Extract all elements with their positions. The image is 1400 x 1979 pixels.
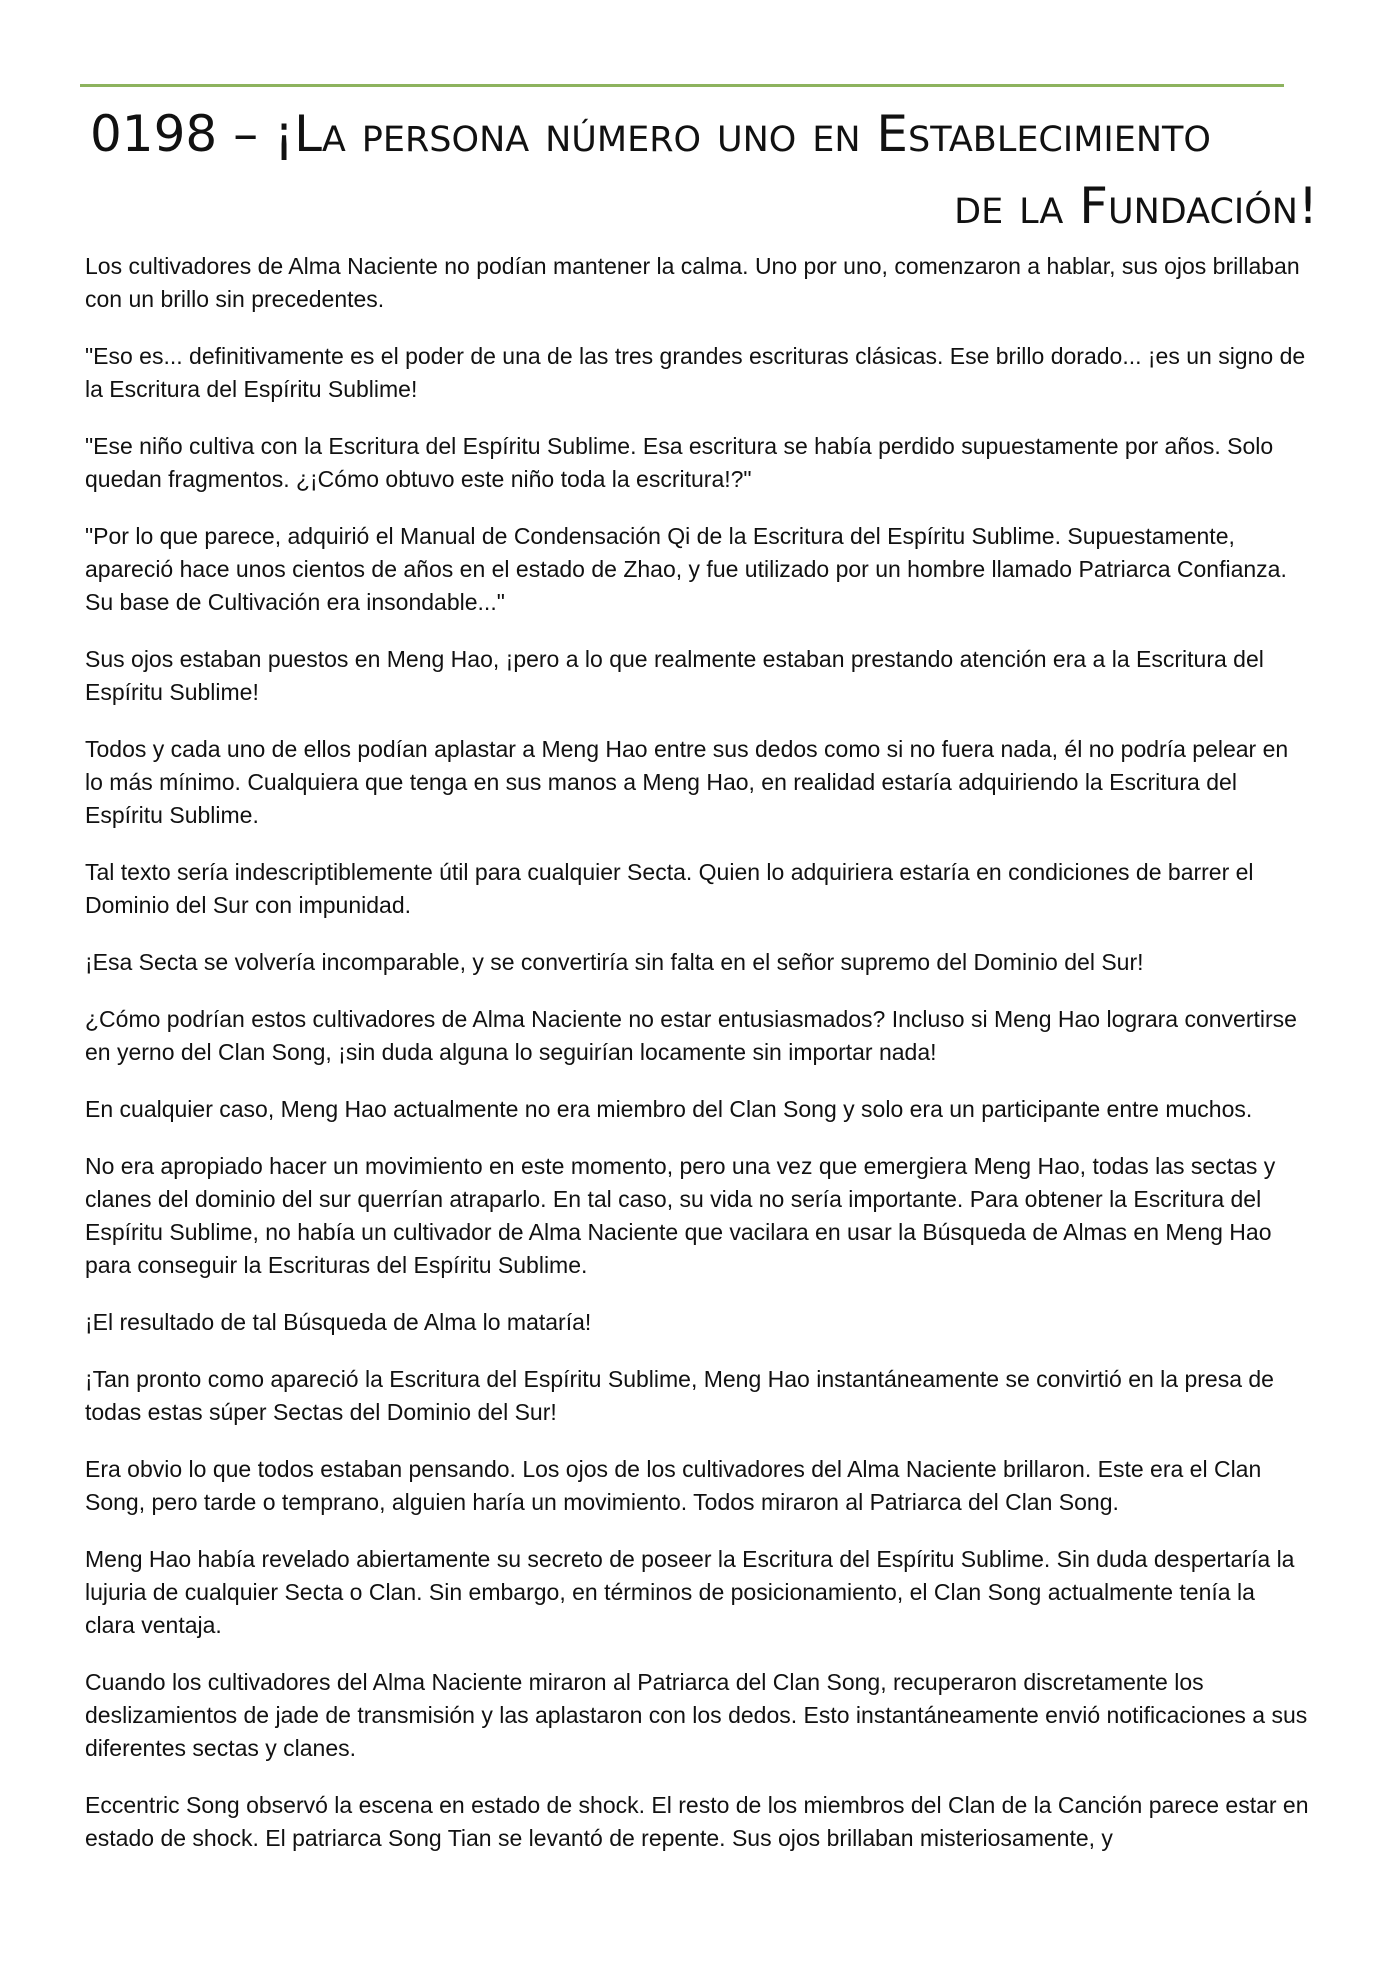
- paragraph: ¿Cómo podrían estos cultivadores de Alma Naciente no estar entusiasmados? Incluso si Meng Hao lograra convertirse en yerno del Clan Song, ¡sin duda alguna lo seguirían locamente sin importar nada!: [85, 1006, 1297, 1065]
- paragraph: En cualquier caso, Meng Hao actualmente no era miembro del Clan Song y solo era un participante entre muchos.: [85, 1096, 1253, 1122]
- chapter-title: [80, 98, 1318, 242]
- header-rule: [80, 84, 1284, 87]
- paragraph: Tal texto sería indescriptiblemente útil para cualquier Secta. Quien lo adquiriera estaría en condiciones de barrer el Dominio del Sur con impunidad.: [85, 859, 1254, 918]
- chapter-title-line-2: de la Fundación!: [954, 177, 1318, 235]
- paragraph: ¡El resultado de tal Búsqueda de Alma lo mataría!: [85, 1309, 592, 1335]
- paragraph: Era obvio lo que todos estaban pensando. Los ojos de los cultivadores del Alma Naciente brillaron. Este era el Clan Song, pero tarde o temprano, alguien haría un movimiento. Todos miraron al Patriarca del Clan Song.: [85, 1456, 1262, 1515]
- paragraph: "Ese niño cultiva con la Escritura del Espíritu Sublime. Esa escritura se había perdido supuestamente por años. Solo quedan fragmentos. ¿¡Cómo obtuvo este niño toda la escritura!?": [85, 433, 1274, 492]
- paragraph: No era apropiado hacer un movimiento en este momento, pero una vez que emergiera Meng Hao, todas las sectas y clanes del dominio del sur querrían atraparlo. En tal caso, su vida no sería importante. Para obtener la Escritura del Espíritu Sublime, no había un cultivador de Alma Naciente que vacilara en usar la Búsqueda de Almas en Meng Hao para conseguir la Escrituras del Espíritu Sublime.: [85, 1153, 1276, 1278]
- chapter-title-line-1: 0198 – ¡La persona número uno en Establecimiento: [90, 105, 1211, 163]
- paragraph: Los cultivadores de Alma Naciente no podían mantener la calma. Uno por uno, comenzaron a hablar, sus ojos brillaban con un brillo sin precedentes.: [85, 253, 1300, 312]
- paragraph: Sus ojos estaban puestos en Meng Hao, ¡pero a lo que realmente estaban prestando atención era a la Escritura del Espíritu Sublime!: [85, 646, 1264, 705]
- paragraph: Eccentric Song observó la escena en estado de shock. El resto de los miembros del Clan de la Canción parece estar en estado de shock. El patriarca Song Tian se levantó de repente. Sus ojos brillaban misteriosamente, y: [85, 1792, 1309, 1851]
- paragraph: Meng Hao había revelado abiertamente su secreto de poseer la Escritura del Espíritu Sublime. Sin duda despertaría la lujuria de cualquier Secta o Clan. Sin embargo, en términos de posicionamiento, el Clan Song actualmente tenía la clara ventaja.: [85, 1546, 1295, 1638]
- paragraph: "Por lo que parece, adquirió el Manual de Condensación Qi de la Escritura del Espíritu Sublime. Supuestamente, apareció hace unos cientos de años en el estado de Zhao, y fue utilizado por un hombre llamado Patriarca Confianza. Su base de Cultivación era insondable...": [85, 523, 1287, 615]
- paragraph: ¡Tan pronto como apareció la Escritura del Espíritu Sublime, Meng Hao instantáneamente se convirtió en la presa de todas estas súper Sectas del Dominio del Sur!: [85, 1366, 1274, 1425]
- chapter-body: [85, 250, 1310, 1879]
- paragraph: Cuando los cultivadores del Alma Naciente miraron al Patriarca del Clan Song, recuperaron discretamente los deslizamientos de jade de transmisión y las aplastaron con los dedos. Esto instantáneamente envió notificaciones a sus diferentes sectas y clanes.: [85, 1669, 1308, 1761]
- paragraph: "Eso es... definitivamente es el poder de una de las tres grandes escrituras clásicas. Ese brillo dorado... ¡es un signo de la Escritura del Espíritu Sublime!: [85, 343, 1306, 402]
- paragraph: ¡Esa Secta se volvería incomparable, y se convertiría sin falta en el señor supremo del Dominio del Sur!: [85, 949, 1144, 975]
- paragraph: Todos y cada uno de ellos podían aplastar a Meng Hao entre sus dedos como si no fuera nada, él no podría pelear en lo más mínimo. Cualquiera que tenga en sus manos a Meng Hao, en realidad estaría adquiriendo la Escritura del Espíritu Sublime.: [85, 736, 1289, 828]
